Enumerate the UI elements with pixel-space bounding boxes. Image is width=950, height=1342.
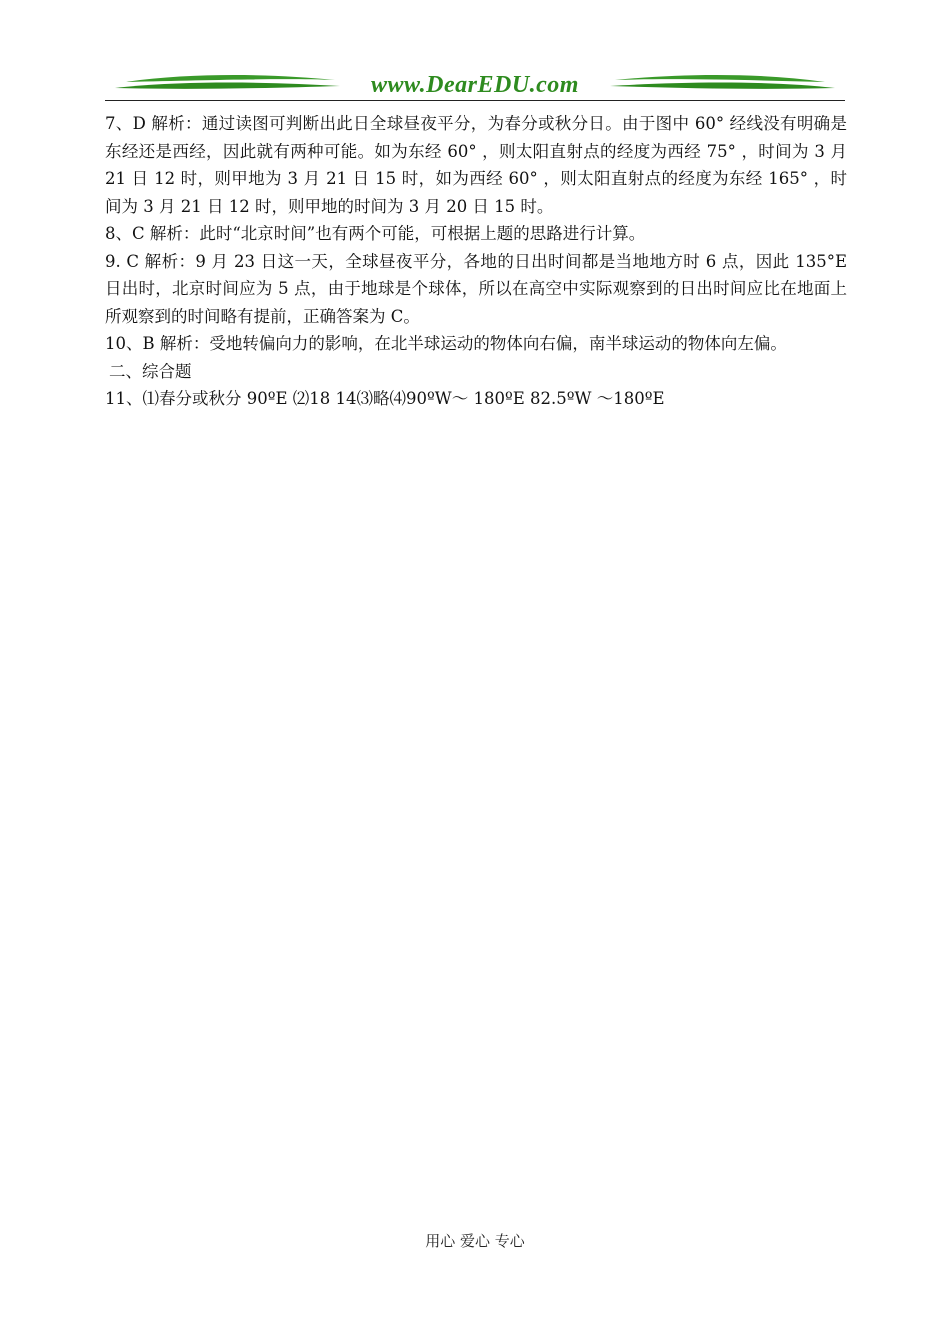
- section-heading: 二、综合题: [109, 361, 192, 381]
- answer-content: [105, 110, 847, 413]
- answer-11: 11、⑴春分或秋分 90ºE ⑵18 14⑶略⑷90ºW～ 180ºE 82.5ºW ～180ºE: [105, 389, 665, 408]
- answer-10: 10、B 解析：受地转偏向力的影响，在北半球运动的物体向右偏，南半球运动的物体向左偏。: [105, 334, 787, 353]
- header-divider: [105, 100, 845, 101]
- answer-9: 9. C 解析：9 月 23 日这一天，全球昼夜平分，各地的日出时间都是当地地方时 6 点，因此 135°E 日出时，北京时间应为 5 点，由于地球是个球体，所以在高空中实际观察到的日出时间应比在地面上所观察到的时间略有提前，正确答案为 C。: [105, 251, 847, 326]
- site-logo: www.DearEDU.com: [371, 72, 579, 98]
- page-footer: 用心 爱心 专心: [425, 1232, 525, 1250]
- page-header: [105, 66, 845, 102]
- answer-8: 8、C 解析：此时“北京时间”也有两个可能，可根据上题的思路进行计算。: [105, 224, 646, 243]
- answer-7: 7、D 解析：通过读图可判断出此日全球昼夜平分，为春分或秋分日。由于图中 60° 经线没有明确是东经还是西经，因此就有两种可能。如为东经 60° ，则太阳直射点的经度为西经 75° ，时间为 3 月 21 日 12 时，则甲地为 3 月 21 日 15 时，如为西经 60° ，则太阳直射点的经度为东经 165° ，时间为 3 月 21 日 12 时，则甲地的时间为 3 月 20 日 15 时。: [105, 114, 847, 216]
